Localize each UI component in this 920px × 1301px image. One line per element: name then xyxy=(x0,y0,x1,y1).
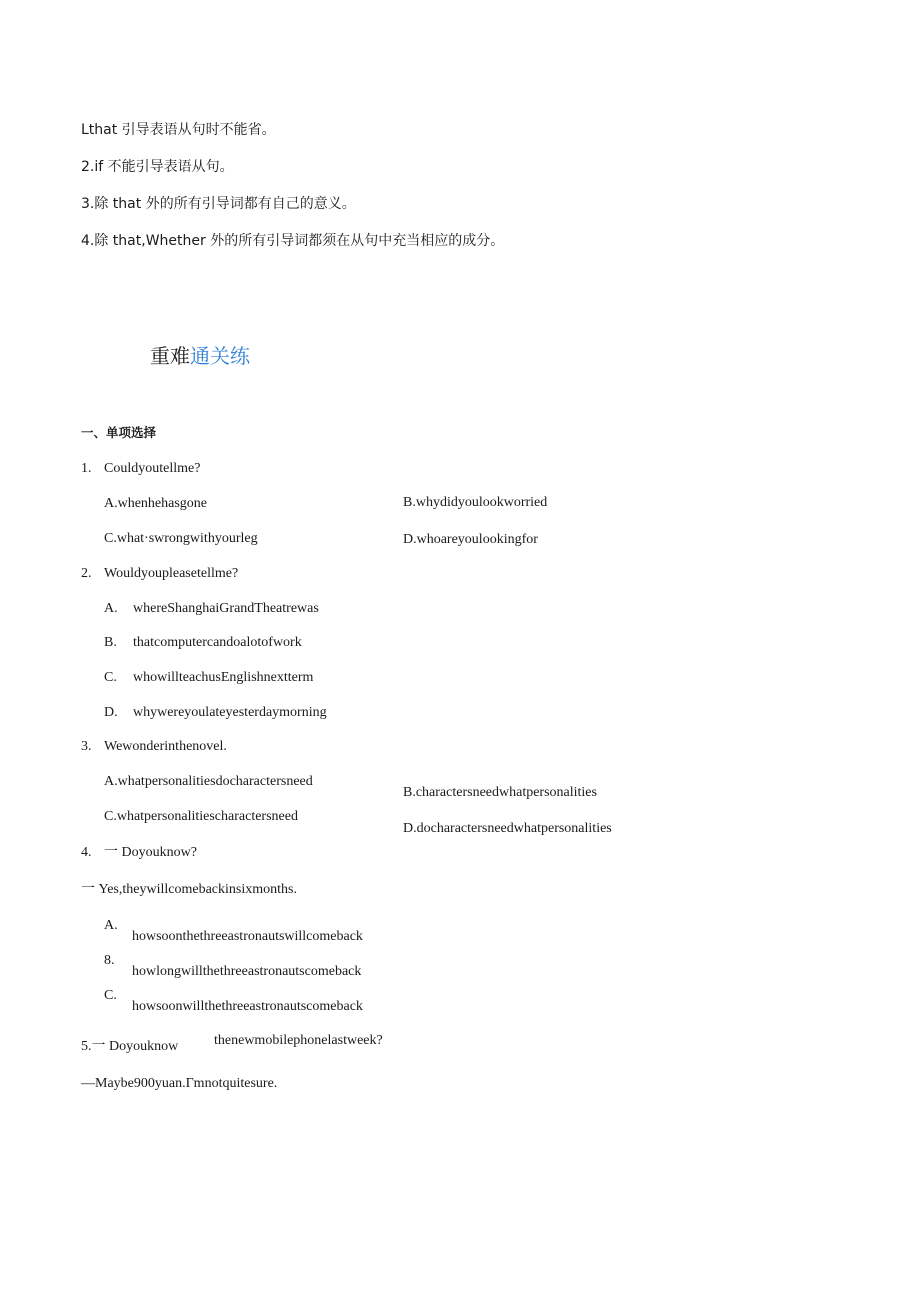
q1-option-a: A.whenhehasgone xyxy=(104,496,208,511)
q4-number: 4. xyxy=(81,845,92,860)
q3-option-b: B.charactersneedwhatpersonalities xyxy=(403,785,597,800)
q4-option-c-text: howsoonwillthethreeastronautscomeback xyxy=(132,999,363,1014)
q4-option-a-text: howsoonthethreeastronautswillcomeback xyxy=(132,929,363,944)
q4-answer: 一 Yes,theywillcomebackinsixmonths. xyxy=(81,882,297,897)
q5-answer: —Maybe900yuan.Γmnotquitesure. xyxy=(81,1076,278,1091)
heading-part1: 重难 xyxy=(150,344,190,368)
q2-option-b-text: thatcomputercandoalotofwork xyxy=(133,635,302,650)
heading-part2: 通关练 xyxy=(190,344,250,368)
q2-option-a-text: whereShanghaiGrandTheatrewas xyxy=(133,601,319,616)
q1-option-b: B.whydidyoulookworried xyxy=(403,495,548,510)
section-heading xyxy=(150,344,250,368)
q1-stem: Couldyoutellme? xyxy=(104,461,201,476)
q3-option-d: D.docharactersneedwhatpersonalities xyxy=(403,821,612,836)
q4-option-a-label: A. xyxy=(104,918,118,933)
q2-option-c-text: whowillteachusEnglishnextterm xyxy=(133,670,314,685)
q5-stem-right: thenewmobilephonelastweek? xyxy=(214,1033,383,1048)
q1-option-c: C.what·swrongwithyourleg xyxy=(104,531,258,546)
note-4: 4.除 that,Whether 外的所有引导词都须在从句中充当相应的成分。 xyxy=(81,233,505,249)
q2-stem: Wouldyoupleasetellme? xyxy=(104,566,239,581)
q4-stem: 一 Doyouknow? xyxy=(104,845,197,860)
q5-stem-left: 5.一 Doyouknow xyxy=(81,1039,179,1054)
section-title: 一、单项选择 xyxy=(81,425,157,440)
note-1: Lthat 引导表语从句时不能省。 xyxy=(81,122,276,138)
q1-number: 1. xyxy=(81,461,92,476)
q2-option-a-label: A. xyxy=(104,601,118,616)
q2-number: 2. xyxy=(81,566,92,581)
q4-option-c-label: C. xyxy=(104,988,117,1003)
q2-option-d-label: D. xyxy=(104,705,118,720)
q3-option-a: A.whatpersonalitiesdocharactersneed xyxy=(104,774,313,789)
q4-option-b-text: howlongwillthethreeastronautscomeback xyxy=(132,964,362,979)
q2-option-c-label: C. xyxy=(104,670,117,685)
q3-stem: Wewonderinthenovel. xyxy=(104,739,227,754)
note-2: 2.if 不能引导表语从句。 xyxy=(81,159,234,175)
q1-option-d: D.whoareyoulookingfor xyxy=(403,532,538,547)
q2-option-d-text: whywereyoulateyesterdaymorning xyxy=(133,705,327,720)
note-3: 3.除 that 外的所有引导词都有自己的意义。 xyxy=(81,196,356,212)
q2-option-b-label: B. xyxy=(104,635,117,650)
q3-number: 3. xyxy=(81,739,92,754)
q4-option-b-label: 8. xyxy=(104,953,115,968)
q3-option-c: C.whatpersonalitiescharactersneed xyxy=(104,809,298,824)
